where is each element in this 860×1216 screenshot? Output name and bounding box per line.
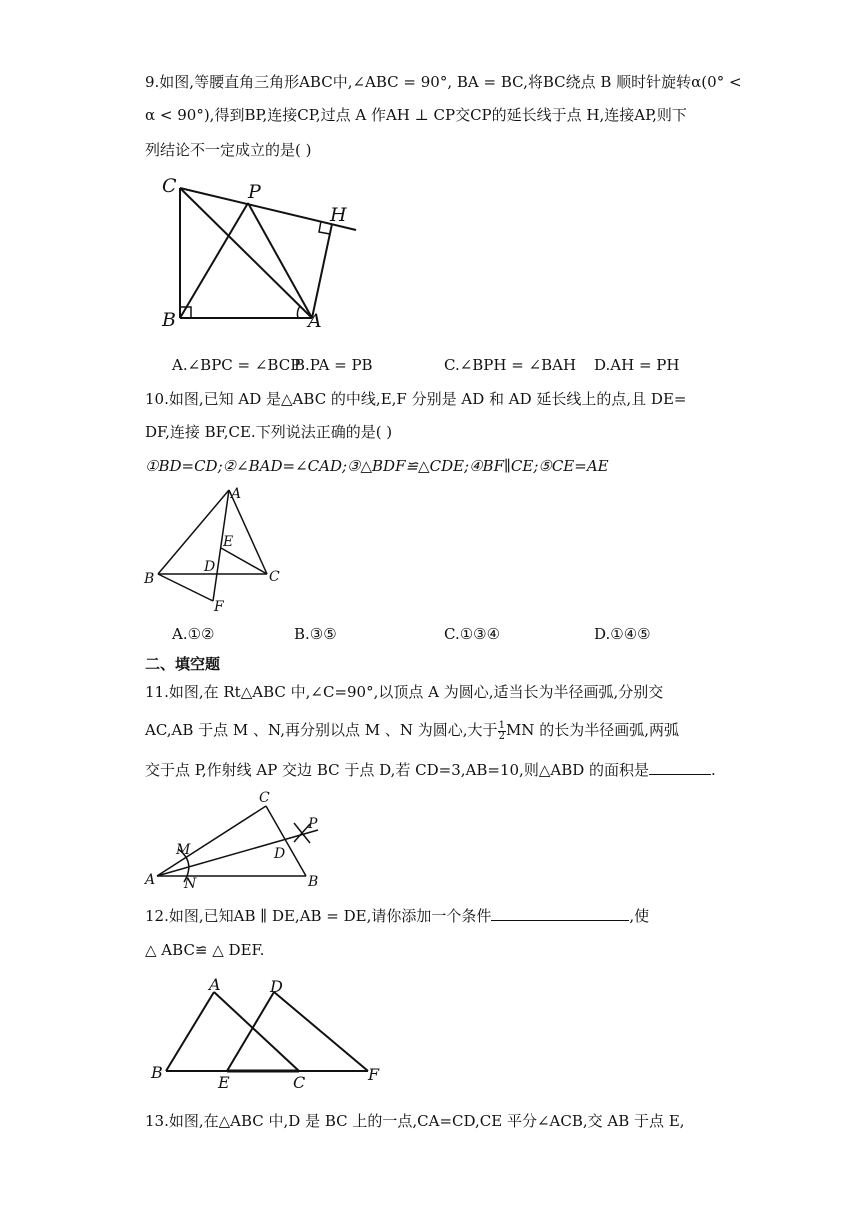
q10-segment-ce — [221, 548, 267, 574]
q10-option-d[interactable]: D.①④⑤ — [594, 625, 651, 643]
q12-segment-df — [274, 992, 368, 1071]
q10-segment-ac — [229, 490, 267, 574]
q11-arc-p1 — [294, 823, 310, 843]
q11-ray-ap — [157, 830, 318, 876]
q11-answer-blank[interactable] — [649, 760, 711, 775]
q9-segment-pa — [248, 203, 312, 318]
q9-option-c[interactable]: C.∠BPH = ∠BAH — [444, 356, 577, 374]
q11-label-p: P — [308, 816, 318, 832]
q12-label-b: B — [151, 1063, 163, 1082]
q12-label-d: D — [270, 977, 283, 996]
q11-segment-ac — [157, 806, 266, 876]
q10-statements: ①BD=CD;②∠BAD=∠CAD;③△BDF≌△CDE;④BF∥CE;⑤CE=AE — [145, 457, 609, 475]
q10-option-a[interactable]: A.①② — [172, 625, 215, 643]
q11-arc-p2 — [294, 824, 310, 842]
q11-label-a: A — [145, 872, 156, 888]
q9-segment-bp — [180, 203, 248, 318]
q10-segment-af — [213, 490, 229, 601]
q11-fraction-denominator: 2 — [498, 730, 505, 742]
q11-line-2 — [145, 720, 679, 742]
q10-line-2: DF,连接 BF,CE.下列说法正确的是( ) — [145, 423, 393, 441]
q12-line-1-text: 12.如图,已知AB ∥ DE,AB = DE,请你添加一个条件 — [145, 907, 492, 925]
q11-label-d: D — [274, 846, 286, 862]
q11-line-3-period: . — [711, 761, 716, 779]
q9-right-angle-h — [319, 221, 330, 234]
q9-segment-ca — [180, 188, 312, 318]
q9-right-angle-b — [180, 307, 191, 318]
q11-arc-mn — [178, 849, 189, 882]
q9-segment-ha — [312, 224, 332, 318]
q10-option-b[interactable]: B.③⑤ — [294, 625, 337, 643]
q11-line-2-end: MN 的长为半径画弧,两弧 — [505, 721, 679, 739]
q9-label-h: H — [330, 204, 347, 226]
q10-label-b: B — [144, 571, 155, 587]
q12-segment-ab — [166, 992, 214, 1071]
q10-label-e: E — [223, 534, 234, 550]
q9-label-a: A — [308, 310, 322, 332]
q9-label-c: C — [162, 175, 177, 197]
q12-segment-de — [227, 992, 274, 1071]
q12-label-c: C — [293, 1073, 306, 1092]
q12-line-1-end: ,使 — [629, 907, 650, 925]
q12-label-f: F — [368, 1065, 380, 1084]
q13-line-1: 13.如图,在△ABC 中,D 是 BC 上的一点,CA=CD,CE 平分∠ACB,交 AB 于点 E, — [145, 1112, 685, 1130]
q12-answer-blank[interactable] — [491, 906, 629, 921]
q11-fraction-numerator: 1 — [498, 719, 505, 731]
q9-label-b: B — [162, 309, 176, 331]
q12-label-e: E — [218, 1073, 230, 1092]
q11-fraction-half — [498, 721, 506, 742]
q11-line-2-start: AC,AB 于点 M 、N,再分别以点 M 、N 为圆心,大于 — [145, 721, 498, 739]
q11-line-1: 11.如图,在 Rt△ABC 中,∠C=90°,以顶点 A 为圆心,适当长为半径画弧,分别交 — [145, 683, 664, 701]
q10-segment-bf — [158, 574, 213, 601]
q11-line-3-text: 交于点 P,作射线 AP 交边 BC 于点 D,若 CD=3,AB=10,则△ABD 的面积是 — [145, 761, 650, 779]
q12-segment-ac — [214, 992, 299, 1071]
q9-segment-ch — [180, 188, 356, 230]
q9-option-d[interactable]: D.AH = PH — [594, 356, 680, 374]
q9-angle-arc-a — [297, 306, 300, 318]
q11-segment-cb — [266, 806, 306, 876]
q9-line-2: α < 90°),得到BP,连接CP,过点 A 作AH ⊥ CP交CP的延长线于点 H,连接AP,则下 — [145, 106, 687, 124]
q11-label-n: N — [184, 876, 197, 892]
q10-line-1: 10.如图,已知 AD 是△ABC 的中线,E,F 分别是 AD 和 AD 延长线上的点,且 DE= — [145, 390, 687, 408]
q12-line-1 — [145, 906, 649, 926]
q12-line-2: △ ABC≌ △ DEF. — [145, 941, 265, 959]
q10-label-a: A — [231, 486, 242, 502]
section-title-fill-in: 二、填空题 — [145, 655, 221, 673]
q10-option-c[interactable]: C.①③④ — [444, 625, 501, 643]
q11-label-c: C — [259, 790, 270, 806]
q12-label-a: A — [209, 975, 221, 994]
q9-option-a[interactable]: A.∠BPC = ∠BCP — [172, 356, 301, 374]
q10-label-f: F — [214, 599, 224, 615]
q9-option-b[interactable]: B.PA = PB — [294, 356, 373, 374]
q11-label-b: B — [308, 874, 319, 890]
q10-label-d: D — [204, 559, 216, 575]
q9-line-1: 9.如图,等腰直角三角形ABC中,∠ABC = 90°, BA = BC,将BC绕点 B 顺时针旋转α(0° < — [145, 73, 742, 91]
q10-label-c: C — [269, 569, 280, 585]
q9-label-p: P — [248, 181, 261, 203]
q10-segment-ab — [158, 490, 229, 574]
q9-line-3: 列结论不一定成立的是( ) — [145, 141, 312, 159]
q11-line-3 — [145, 760, 716, 780]
q11-label-m: M — [176, 842, 191, 858]
